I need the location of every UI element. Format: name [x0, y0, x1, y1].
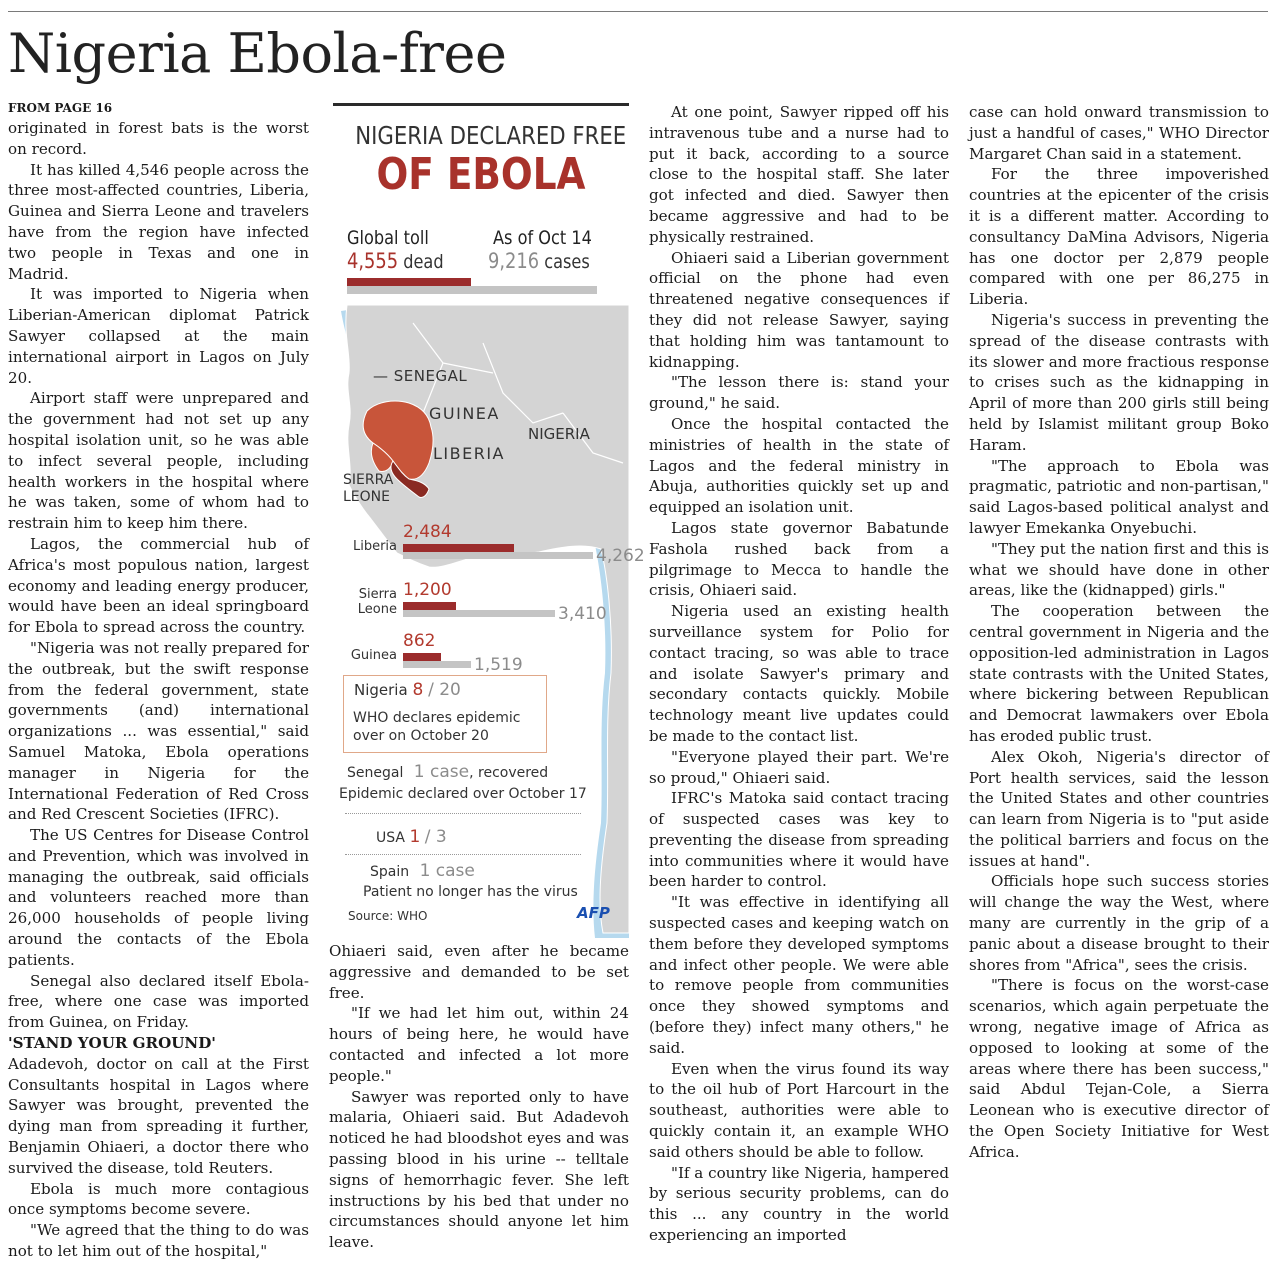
nigeria-label: Nigeria: [354, 681, 408, 699]
usa-cases: 3: [435, 827, 447, 847]
paragraph: Officials hope such success stories will change the way the West, where many are currently in the grip of a panic about a disease brought to their shores from "Africa", sees the crisis.: [969, 872, 1269, 974]
paragraph: "If we had let him out, within 24 hours of being here, he would have contacted and infected a lot more people.": [329, 1004, 629, 1085]
paragraph: Once the hospital contacted the ministries of health in the state of Lagos and the federal ministry in Abuja, authorities quickly set up and equipped an isolation unit.: [649, 414, 949, 517]
paragraph: Ohiaeri said, even after he became aggressive and demanded to be set free.: [329, 942, 629, 1002]
paragraph: It has killed 4,546 people across the three most-affected countries, Liberia, Guinea and Sierra Leone and travelers have from the region have infected two people in Texas and one in Madrid.: [8, 160, 309, 283]
senegal-value: 1 case: [413, 762, 470, 782]
graphic-title-line2: OF EBOLA: [376, 149, 586, 200]
map-label-liberia: LIBERIA: [433, 444, 505, 463]
bar-cases: [403, 610, 555, 617]
paragraph: Lagos, the commercial hub of Africa's most populous nation, largest economy and leading energy producer, would have been an ideal springboard for Ebola to spread across the country.: [8, 534, 309, 637]
paragraph: Ebola is much more contagious once symptoms become severe.: [8, 1179, 309, 1219]
paragraph: "Everyone played their part. We're so proud," Ohiaeri said.: [649, 747, 949, 787]
senegal-stats: [347, 762, 548, 782]
global-cases-value: 9,216: [488, 249, 540, 273]
paragraph: "The approach to Ebola was pragmatic, patriotic and non-partisan," said Lagos-based political analyst and lawyer Emekanka Onyebuchi.: [969, 456, 1269, 537]
senegal-note: Epidemic declared over October 17: [339, 786, 587, 802]
spain-note: Patient no longer has the virus: [363, 884, 578, 900]
article-column-4: [969, 102, 1269, 1274]
subheading: 'STAND YOUR GROUND': [8, 1034, 216, 1053]
bar-dead-label: 2,484: [403, 522, 452, 542]
paragraph: originated in forest bats is the worst on record.: [8, 119, 309, 158]
paragraph: Nigeria's success in preventing the spread of the disease contrasts with its slower and more fractious response to crises such as the kidnapping in April of more than 200 girls still being held by Islamist militant group Boko Haram.: [969, 310, 1269, 454]
bar-cases: [403, 661, 471, 668]
graphic-source: Source: WHO: [348, 909, 428, 923]
bar-dead: [403, 602, 456, 610]
map-label-sierra-leone: SIERRA LEONE: [343, 472, 394, 505]
nigeria-cases: 20: [439, 680, 461, 700]
graphic-title-line1: NIGERIA DECLARED FREE: [355, 121, 627, 150]
paragraph: The US Centres for Disease Control and Prevention, which was involved in managing the outbreak, said officials and volunteers reached more than 26,000 households of people living around the contacts of the Ebola patients.: [8, 826, 309, 969]
paragraph: "It was effective in identifying all suspected cases and keeping watch on them before they developed symptoms and infect other people. We were able to remove people from communities once they showed symptoms and (before they) infect many others," he said.: [649, 893, 949, 1057]
senegal-label: Senegal: [347, 765, 404, 781]
ebola-infographic: [333, 103, 645, 933]
bar-category-label: Guinea: [350, 648, 397, 663]
paragraph: For the three impoverished countries at the epicenter of the crisis it is a different matter. According to consultancy DaMina Advisors, Nigeria has one doctor per 2,879 people compared with one per 86,275 in Liberia.: [969, 165, 1269, 309]
global-cases-label: cases: [544, 251, 590, 273]
global-dead: [347, 249, 444, 273]
bar-cases-label: 3,410: [558, 604, 607, 624]
paragraph: "Nigeria was not really prepared for the outbreak, but the swift response from the federal government, state governments (and) international organizations ... was essential," said Samuel Matoka, Ebola operations manager in Nigeria for the International Federation of Red Cross and Red Crescent Societies (IFRC).: [8, 638, 309, 824]
top-rule: [8, 11, 1268, 12]
global-cases-bar: [347, 286, 597, 294]
paragraph: Alex Okoh, Nigeria's director of Port health services, said the lesson the United States and other countries can learn from Nigeria is to "put aside the political barriers and focus on the issues at hand".: [969, 747, 1269, 870]
paragraph: "The lesson there is: stand your ground," he said.: [649, 373, 949, 413]
paragraph: "If a country like Nigeria, hampered by serious security problems, can do this ... any country in the world experiencing an imported: [649, 1163, 949, 1245]
paragraph: At one point, Sawyer ripped off his intravenous tube and a nurse had to put it back, according to a source close to the hospital staff. She later got infected and died. Sawyer then became aggressive and had to be physically restrained.: [649, 103, 949, 246]
bar-dead: [403, 544, 514, 552]
global-cases: [488, 249, 590, 273]
as-of-label: As of Oct 14: [493, 227, 592, 249]
nigeria-note-line1: WHO declares epidemic: [353, 710, 521, 726]
global-toll-label: Global toll: [347, 227, 429, 249]
article-column-2: [329, 941, 629, 1274]
article-column-1: [8, 101, 309, 1274]
headline: Nigeria Ebola-free: [8, 22, 507, 85]
bar-dead-label: 1,200: [403, 580, 452, 600]
spain-value: 1 case: [419, 861, 475, 881]
usa-stats: USA 1 / 3: [376, 827, 447, 847]
spain-stats: [370, 861, 475, 881]
usa-label: USA: [376, 830, 405, 846]
paragraph: Adadevoh, doctor on call at the First Consultants hospital in Lagos where Sawyer was brought, prevented the dying man from spreading it further, Benjamin Ohiaeri, a doctor there who survived the disease, told Reuters.: [8, 1054, 309, 1177]
paragraph: Sawyer was reported only to have malaria, Ohiaeri said. But Adadevoh noticed he had bloodshot eyes and was passing blood in his urine -- telltale signs of hemorrhagic fever. She left instructions by his bed that under no circumstances should anyone let him leave.: [329, 1087, 629, 1252]
paragraph: Nigeria used an existing health surveillance system for Polio for contact tracing, so was able to trace and isolate Sawyer's primary and secondary contacts quickly. Mobile technology meant live updates could be made to the contact list.: [649, 602, 949, 745]
map-label-senegal: — SENEGAL: [373, 367, 468, 385]
paragraph: case can hold onward transmission to just a handful of cases," WHO Director Margaret Chan said in a statement.: [969, 103, 1269, 163]
article-column-3: [649, 102, 949, 1274]
nigeria-deaths: 8: [412, 680, 424, 700]
paragraph: "They put the nation first and this is what we should have done in other areas, like the (kidnapped) girls.": [969, 539, 1269, 600]
paragraph: "There is focus on the worst-case scenarios, which again perpetuate the wrong, negative image of Africa as opposed to looking at some of the areas where there has been success," said Abdul Tejan-Cole, a Sierra Leonean who is executive director of the Open Society Initiative for West Africa.: [969, 976, 1269, 1161]
map-label-guinea: GUINEA: [429, 404, 500, 423]
paragraph: Airport staff were unprepared and the government had not set up any hospital isolation unit, so he was able to infect several people, including health workers in the hospital where he was taken, some of whom had to restrain him to keep him there.: [8, 389, 309, 533]
nigeria-stats: Nigeria 8 / 20: [354, 680, 461, 700]
bar-category-label: Sierra Leone: [357, 587, 397, 617]
afp-logo: AFP: [577, 904, 610, 922]
global-dead-bar: [347, 278, 471, 286]
bar-cases-label: 1,519: [474, 655, 523, 675]
spain-label: Spain: [370, 864, 410, 880]
bar-cases: [403, 552, 593, 559]
paragraph: It was imported to Nigeria when Liberian-American diplomat Patrick Sawyer collapsed at the main international airport in Lagos on July 20.: [8, 285, 309, 387]
bar-category-label: Liberia: [352, 539, 397, 554]
map-label-nigeria: NIGERIA: [528, 425, 590, 443]
paragraph: Even when the virus found its way to the oil hub of Port Harcourt in the southeast, authorities were able to quickly contain it, an example WHO said others should be able to follow.: [649, 1059, 949, 1161]
paragraph: "We agreed that the thing to do was not to let him out of the hospital,": [8, 1221, 309, 1261]
nigeria-note-line2: over on October 20: [353, 728, 489, 744]
bar-dead: [403, 653, 441, 661]
paragraph: IFRC's Matoka said contact tracing of suspected cases was key to preventing the disease from spreading into communities where it would have been harder to control.: [649, 789, 949, 891]
bar-cases-label: 4,262: [596, 546, 645, 566]
paragraph: Senegal also declared itself Ebola-free, where one case was imported from Guinea, on Friday.: [8, 971, 309, 1032]
paragraph: Lagos state governor Babatunde Fashola rushed back from a pilgrimage to Mecca to handle the crisis, Ohiaeri said.: [649, 518, 949, 600]
senegal-suffix: , recovered: [469, 765, 549, 781]
usa-deaths: 1: [409, 827, 421, 847]
paragraph: Ohiaeri said a Liberian government official on the phone had even threatened negative consequences if they did not release Sawyer, saying that holding him was tantamount to kidnapping.: [649, 248, 949, 371]
divider-dotted: [345, 854, 581, 855]
global-dead-label: dead: [403, 251, 444, 273]
paragraph: The cooperation between the central government in Nigeria and the opposition-led administration in Lagos state contrasts with the United States, where bickering between Republican and Democrat lawmakers over Ebola has eroded public trust.: [969, 602, 1269, 745]
graphic-top-rule: [333, 103, 629, 106]
bar-dead-label: 862: [403, 631, 436, 651]
global-dead-value: 4,555: [347, 249, 399, 273]
divider-dotted: [345, 813, 581, 814]
continued-from-kicker: FROM PAGE 16: [8, 101, 113, 115]
